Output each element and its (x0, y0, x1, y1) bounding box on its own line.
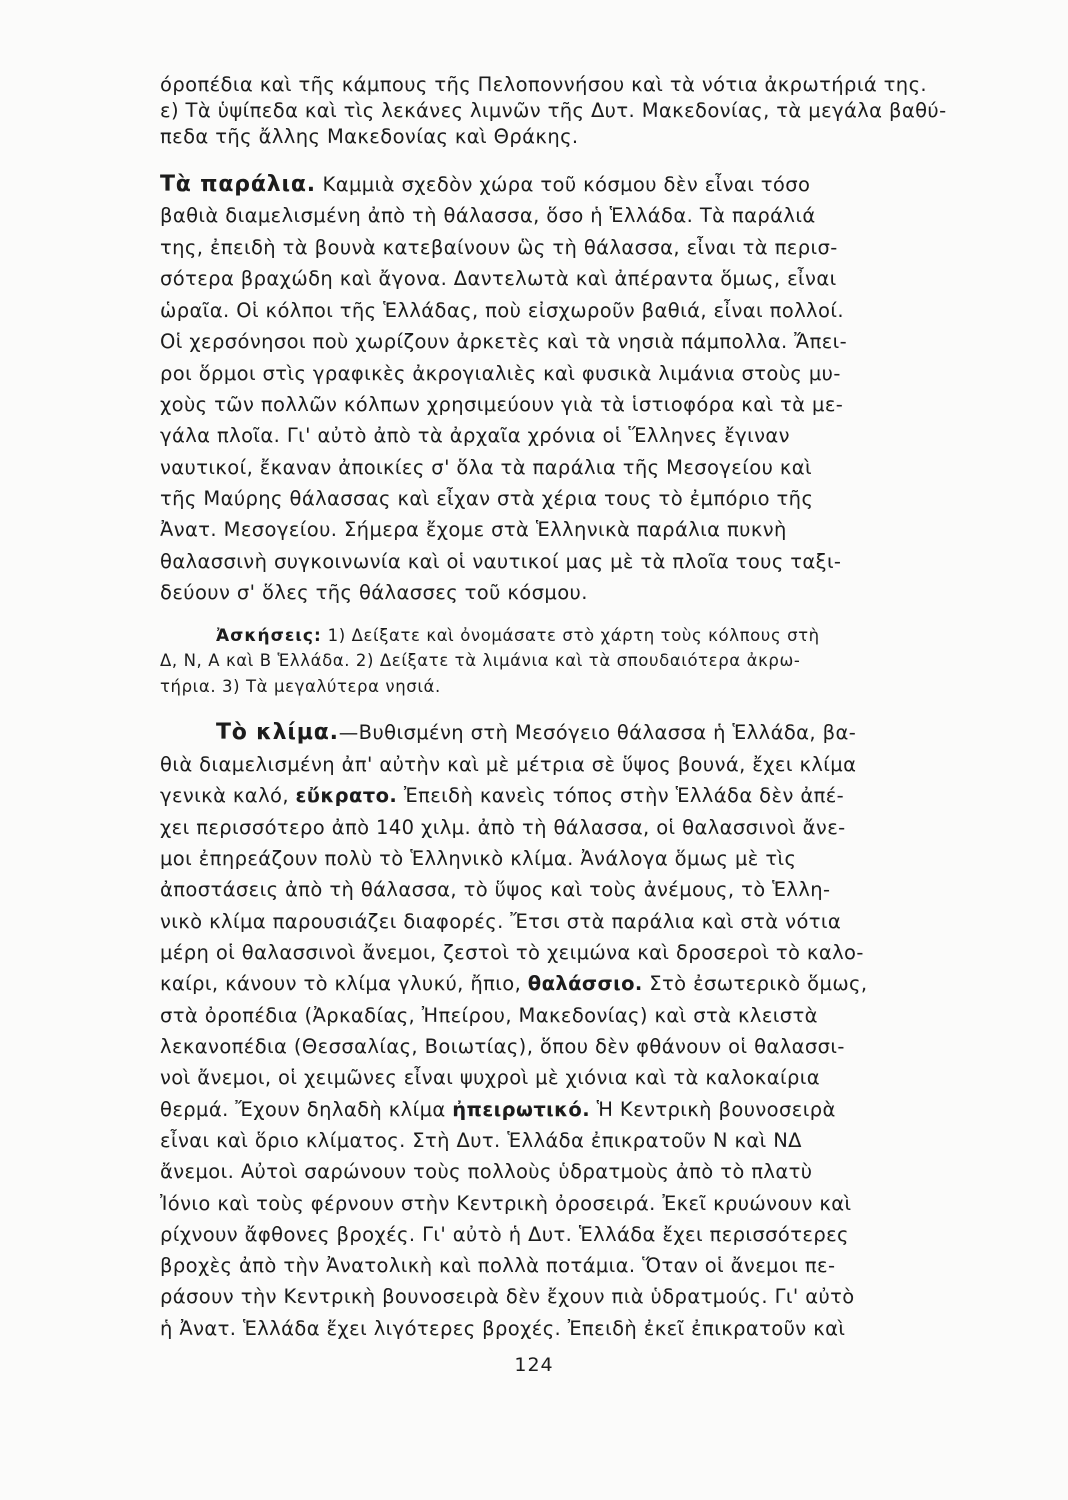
text-line: στὰ ὀροπέδια (Ἀρκαδίας, Ἠπείρου, Μακεδονίας) καὶ στὰ κλειστὰ (160, 1004, 818, 1027)
text-line: ναυτικοί, ἔκαναν ἀποικίες σ' ὅλα τὰ παράλια τῆς Μεσογείου καὶ (160, 456, 812, 479)
page-number: 124 (514, 1354, 554, 1376)
text-line: τῆς Μαύρης θάλασσας καὶ εἶχαν στὰ χέρια τους τὸ ἐμπόριο τῆς (160, 487, 814, 510)
text-line: μοι ἐπηρεάζουν πολὺ τὸ Ἑλληνικὸ κλίμα. Ἀνάλογα ὅμως μὲ τὶς (160, 847, 797, 870)
text-line: Δ, Ν, Α καὶ Β Ἑλλάδα. 2) Δείξατε τὰ λιμάνια καὶ τὰ σπουδαιότερα ἀκρω- (160, 651, 801, 670)
text-line: ροι ὅρμοι στὶς γραφικὲς ἀκρογιαλιὲς καὶ φυσικὰ λιμάνια στοὺς μυ- (160, 362, 841, 385)
text-line: Οἱ χερσόνησοι ποὺ χωρίζουν ἀρκετὲς καὶ τὰ νησιὰ πάμπολλα. Ἄπει- (160, 330, 848, 353)
text-line: βροχὲς ἀπὸ τὴν Ἀνατολικὴ καὶ πολλὰ ποτάμια. Ὅταν οἱ ἄνεμοι πε- (160, 1254, 836, 1277)
text-line: της, ἐπειδὴ τὰ βουνὰ κατεβαίνουν ὣς τὴ θάλασσα, εἶναι τὰ περισ- (160, 236, 838, 259)
text-line (160, 783, 970, 809)
exercises-first-line (160, 623, 970, 649)
text-line: Ἀνατ. Μεσογείου. Σήμερα ἔχομε στὰ Ἑλληνικὰ παράλια πυκνὴ (160, 518, 787, 541)
emphasis-term: εὔκρατο. (295, 784, 398, 807)
text-line: ε) Τὰ ὑψίπεδα καὶ τὶς λεκάνες λιμνῶν τῆς Δυτ. Μακεδονίας, τὰ μεγάλα βαθύ- (160, 99, 947, 122)
text-line: ὡραῖα. Οἱ κόλποι τῆς Ἑλλάδας, ποὺ εἰσχωροῦν βαθιά, εἶναι πολλοί. (160, 299, 844, 322)
text-line: θαλασσινὴ συγκοινωνία καὶ οἱ ναυτικοί μας μὲ τὰ πλοῖα τους ταξι- (160, 550, 842, 573)
text-line: ράσουν τὴν Κεντρικὴ βουνοσειρὰ δὲν ἔχουν πιὰ ὑδρατμούς. Γι' αὐτὸ (160, 1285, 855, 1308)
paragraph-first-line (160, 720, 970, 746)
text-line: τήρια. 3) Τὰ μεγαλύτερα νησιά. (160, 677, 441, 696)
text-run: Στὸ ἐσωτερικὸ ὅμως, (642, 972, 868, 995)
text-line: χει περισσότερο ἀπὸ 140 χιλμ. ἀπὸ τὴ θάλασσα, οἱ θαλασσινοὶ ἄνε- (160, 816, 846, 839)
text-line: δεύουν σ' ὅλες τῆς θάλασσες τοῦ κόσμου. (160, 581, 588, 604)
paragraph-first-line (160, 172, 970, 198)
section-heading-coasts: Τὰ παράλια. (160, 172, 316, 197)
text-line: εἶναι καὶ ὅριο κλίματος. Στὴ Δυτ. Ἑλλάδα ἐπικρατοῦν Ν καὶ ΝΔ (160, 1129, 802, 1152)
text-run: Ἡ Κεντρικὴ βουνοσειρὰ (590, 1098, 836, 1121)
text-line: πεδα τῆς ἄλλης Μακεδονίας καὶ Θράκης. (160, 125, 579, 148)
text-line: ἄνεμοι. Αὐτοὶ σαρώνουν τοὺς πολλοὺς ὑδρατμοὺς ἀπὸ τὸ πλατὺ (160, 1160, 813, 1183)
text-line: νικὸ κλίμα παρουσιάζει διαφορές. Ἔτσι στὰ παράλια καὶ στὰ νότια (160, 910, 842, 933)
text-run: θερμά. Ἔχουν δηλαδὴ κλίμα (160, 1098, 453, 1121)
section-heading-climate: Τὸ κλίμα. (216, 720, 339, 745)
text-line: χοὺς τῶν πολλῶν κόλπων χρησιμεύουν γιὰ τὰ ἱστιοφόρα καὶ τὰ με- (160, 393, 844, 416)
text-line: μέρη οἱ θαλασσινοὶ ἄνεμοι, ζεστοὶ τὸ χειμώνα καὶ δροσεροὶ τὸ καλο- (160, 941, 864, 964)
text-line: λεκανοπέδια (Θεσσαλίας, Βοιωτίας), ὅπου δὲν φθάνουν οἱ θαλασσι- (160, 1035, 845, 1058)
text-line: ἀποστάσεις ἀπὸ τὴ θάλασσα, τὸ ὕψος καὶ τοὺς ἀνέμους, τὸ Ἑλλη- (160, 878, 831, 901)
text-line (160, 1097, 970, 1123)
text-line: βαθιὰ διαμελισμένη ἀπὸ τὴ θάλασσα, ὅσο ἡ Ἑλλάδα. Τὰ παράλιά (160, 204, 816, 227)
text-line: ρίχνουν ἄφθονες βροχές. Γι' αὐτὸ ἡ Δυτ. Ἑλλάδα ἔχει περισσότερες (160, 1223, 849, 1246)
text-line: ἡ Ἀνατ. Ἑλλάδα ἔχει λιγότερες βροχές. Ἐπειδὴ ἐκεῖ ἐπικρατοῦν καὶ (160, 1317, 846, 1340)
text-run: καίρι, κάνουν τὸ κλίμα γλυκύ, ἤπιο, (160, 972, 528, 995)
text-run: 1) Δείξατε καὶ ὀνομάσατε στὸ χάρτη τοὺς κόλπους στὴ (327, 626, 820, 645)
text-run: γενικὰ καλό, (160, 784, 296, 807)
emphasis-term: θαλάσσιο. (527, 972, 643, 995)
text-line: Ἰόνιο καὶ τοὺς φέρνουν στὴν Κεντρικὴ ὀροσειρά. Ἐκεῖ κρυώνουν καὶ (160, 1192, 852, 1215)
exercises-label: Ἀσκήσεις: (216, 626, 322, 646)
text-run: Ἐπειδὴ κανεὶς τόπος στὴν Ἑλλάδα δὲν ἀπέ- (397, 784, 845, 807)
text-run: Καμμιὰ σχεδὸν χώρα τοῦ κόσμου δὲν εἶναι τόσο (322, 173, 811, 196)
emphasis-term: ἠπειρωτικό. (452, 1098, 591, 1121)
text-line: σότερα βραχώδη καὶ ἄγονα. Δαντελωτὰ καὶ ἀπέραντα ὅμως, εἶναι (160, 267, 837, 290)
text-line: θιὰ διαμελισμένη ἀπ' αὐτὴν καὶ μὲ μέτρια σὲ ὕψος βουνά, ἔχει κλίμα (160, 753, 857, 776)
text-line: νοὶ ἄνεμοι, οἱ χειμῶνες εἶναι ψυχροὶ μὲ χιόνια καὶ τὰ καλοκαίρια (160, 1066, 820, 1089)
text-line (160, 971, 970, 997)
text-line: όροπέδια καὶ τῆς κάμπους τῆς Πελοποννήσου καὶ τὰ νότια ἀκρωτήριά της. (160, 73, 928, 96)
text-run: —Βυθισμένη στὴ Μεσόγειο θάλασσα ἡ Ἑλλάδα, βα- (338, 721, 857, 744)
text-line: γάλα πλοῖα. Γι' αὐτὸ ἀπὸ τὰ ἀρχαῖα χρόνια οἱ Ἕλληνες ἔγιναν (160, 424, 790, 447)
